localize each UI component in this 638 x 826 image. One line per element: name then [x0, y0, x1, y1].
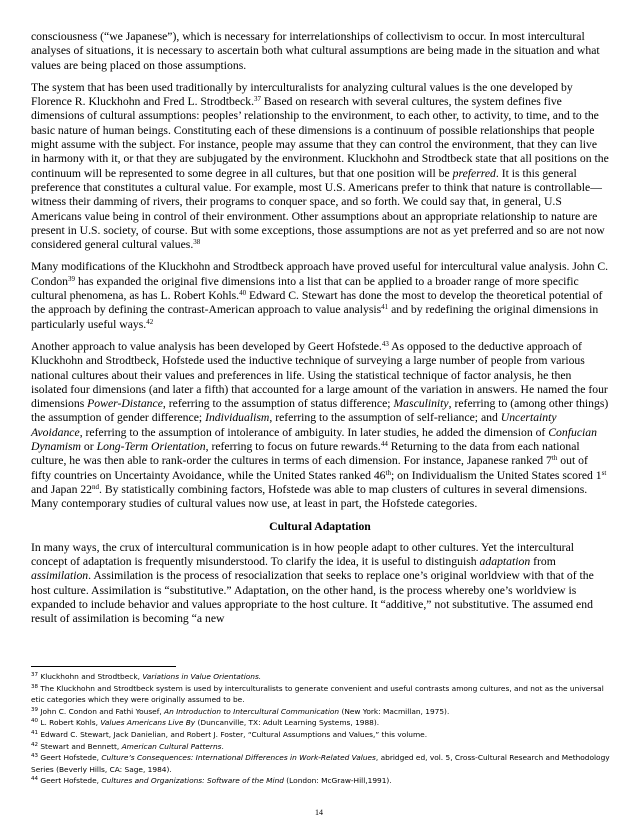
italic-text: adaptation — [479, 555, 531, 569]
footnote — [31, 752, 611, 775]
text-run: (London: McGraw-Hill,1991). — [283, 776, 392, 786]
text-run: . Assimilation is the process of resocialization that seeks to replace one’s original worldview with that of the host culture. Assimilation is “substitutive.” Adaptation, on the other hand, is the process whereby one’s worldview is expanded to include behavior and values appropriate to the host culture. It “additive,” not substitutive. The assumed end result of assimilation is becoming “a new — [31, 569, 594, 626]
footnote-ref: nd — [92, 482, 100, 491]
text-run: , referring to the assumption of self-reliance; and — [269, 411, 501, 425]
footnote-ref: 40 — [239, 289, 247, 298]
text-run: ; on Individualism the United States scored 1 — [390, 468, 602, 482]
italic-text: Individualism — [205, 411, 270, 425]
italic-text: Variations in Value Orientations. — [142, 672, 262, 681]
italic-text: Masculinity — [393, 397, 449, 411]
text-run: , referring to focus on future rewards. — [205, 440, 381, 454]
text-run: (Duncanville, TX: Adult Learning Systems, 1988). — [195, 718, 380, 728]
text-run: As opposed to the deductive approach of Kluckhohn and Strodtbeck, Hofstede used the inductive technique of surveying a large number of people from various national cultures about their values and preferences in life. Using the statistical technique of factor analysis, he then isolated four dimensions (and later a fifth) that accounted for a large amount of the variation in answers. He named the four dimensions — [31, 339, 608, 411]
text-run: . It is this general preference that constitutes a cultural value. For example, most U.S. Americans prefer to think that nature is controllable—witness their damming of rivers, their programs to conquer space, and so forth. We could say that, in general, U.S Americans value being in control of their environment. Other assumptions about an appropriate relationship to nature are present in U.S. society, of course. But with some exceptions, those assumptions are not as yet preferred and so are not now considered general cultural values. — [31, 166, 605, 252]
italic-text: Cultures and Organizations: Software of the Mind — [101, 776, 284, 786]
section-heading: Cultural Adaptation — [269, 519, 371, 533]
footnote-ref: 44 — [31, 776, 38, 783]
footnote-ref: 39 — [31, 706, 38, 713]
text-run: consciousness (“we Japanese”), which is necessary for interrelationships of collectivism to occur. In most intercultural analyses of situations, it is necessary to ascertain both what cultural assumptions are being made in the situation and what values are being placed on those assumptions. — [31, 30, 600, 72]
footnote-ref: 42 — [31, 741, 38, 748]
footnote-ref: 39 — [68, 274, 76, 283]
text-run: Edward C. Stewart, Jack Danielian, and Robert J. Foster, “Cultural Assumptions and Values,” this volume. — [38, 729, 428, 739]
text-run: has expanded the original five dimensions into a list that can be applied to a broader range of more specific cultural phenomena, as has L. Robert Kohls. — [31, 274, 579, 303]
text-run: or — [81, 440, 97, 454]
italic-text: Values Americans Live By — [100, 718, 196, 728]
italic-text: Confucian Dynamism — [31, 425, 597, 454]
footnote-ref: 44 — [380, 440, 388, 449]
text-run: Returning to the data from each national culture, he was then able to rank-order the cultures in terms of each dimension. For instance, Japanese ranked 7 — [31, 440, 580, 468]
text-run: Stewart and Bennett, — [38, 741, 122, 751]
paragraph — [31, 340, 609, 512]
text-run: , referring to (among other things) the assumption of gender difference; — [31, 397, 609, 425]
page-number: 14 — [315, 808, 323, 817]
text-run: out of fifty countries on Uncertainty Avoidance, while the United States ranked 46 — [31, 454, 588, 482]
italic-text: assimilation — [31, 569, 89, 583]
paragraph — [31, 30, 609, 73]
document-body — [31, 30, 609, 635]
body-text-section — [31, 30, 609, 512]
text-run: from — [530, 555, 556, 569]
footnote-ref: th — [385, 468, 391, 477]
italic-text: American Cultural Patterns — [121, 741, 222, 751]
text-run: (New York: Macmillan, 1975). — [339, 706, 450, 716]
text-run: Many modifications of the Kluckhohn and Strodtbeck approach have proved useful for intercultural value analysis. John C. Condon — [31, 260, 609, 288]
italic-text: Long-Term Orientation — [96, 440, 206, 454]
text-run: In many ways, the crux of intercultural communication is in how people adapt to other cultures. Yet the intercultural concept of adaptation is frequently misunderstood. To clarify the idea, it is useful to distinguish — [31, 540, 574, 569]
text-run: , abridged ed, vol. 5, Cross-Cultural Research and Methodology Series (Beverly Hills, CA: Sage, 1984). — [31, 753, 610, 774]
footnote — [31, 683, 611, 706]
paragraph — [31, 260, 609, 331]
text-run: , referring to the assumption of status difference; — [162, 397, 394, 411]
text-run: The Kluckhohn and Strodtbeck system is used by interculturalists to generate convenient and useful contrasts among cultures, and not as the universal etic categories which they were originally assumed to be. — [31, 683, 604, 705]
text-run: Edward C. Stewart has done the most to develop the theoretical potential of the approach by defining the contrast-American approach to value analysis — [31, 289, 603, 317]
footnote-ref: 38 — [31, 683, 38, 690]
text-run: Another approach to value analysis has been developed by Geert Hofstede. — [31, 339, 382, 353]
footnote-ref: st — [601, 468, 607, 477]
text-run: and Japan 22 — [31, 482, 93, 496]
footnote — [31, 775, 611, 787]
footnote-ref: 38 — [193, 238, 201, 247]
paragraph — [31, 81, 609, 253]
footnote — [31, 671, 611, 683]
footnote-ref: 42 — [146, 317, 154, 326]
text-run: . By statistically combining factors, Hofstede was able to map clusters of cultures in several dimensions. Many contemporary studies of cultural values now use, at least in part, the Hofstede categories. — [31, 482, 588, 511]
text-run: Based on research with several cultures, the system defines five dimensions of cultural assumptions: peoples’ relationship to the environment, to each other, to activity, to time, and to the basic nature of human beings. Constituting each of these dimensions is a continuum of possible relationships that people might assume with the subject. For instance, people may assume that they can control the environment, that they can live in harmony with it, or that they are subjugated by the environment. Kluckhohn and Strodtbeck state that all positions on the continuum will be represented to some degree in all cultures, but that one position will be — [31, 95, 609, 180]
text-run: . — [221, 741, 224, 751]
footnote-ref: 43 — [381, 339, 389, 348]
text-run: Geert Hofstede, — [38, 776, 102, 786]
text-run: The system that has been used traditionally by interculturalists for analyzing cultural values is the one developed by Florence R. Kluckhohn and Fred L. Strodtbeck. — [31, 80, 573, 109]
footnote-divider — [31, 666, 176, 667]
footnote — [31, 729, 611, 741]
text-run: , referring to the assumption of intolerance of ambiguity. In later studies, he added the dimension of — [79, 425, 549, 439]
text-run: L. Robert Kohls, — [38, 718, 101, 728]
footnote — [31, 717, 611, 729]
text-run: John C. Condon and Fathi Yousef, — [38, 706, 165, 716]
footnote — [31, 706, 611, 718]
footnote-ref: 43 — [31, 753, 38, 760]
italic-text: An Introduction to Intercultural Communication — [164, 706, 340, 716]
italic-text: Uncertainty Avoidance — [31, 411, 557, 439]
footnote-ref: 37 — [31, 672, 38, 678]
footnotes — [31, 671, 611, 787]
footnote-ref: 41 — [31, 729, 38, 736]
footnote-ref: th — [551, 454, 558, 463]
paragraph — [31, 541, 609, 627]
italic-text: Culture’s Consequences: International Differences in Work-Related Values — [101, 753, 376, 763]
footnote-ref: 40 — [31, 718, 38, 725]
text-run: Kluckhohn and Strodtbeck, — [38, 672, 143, 681]
footnote-ref: 41 — [381, 303, 389, 312]
text-run: and by redefining the original dimensions in particularly useful ways. — [31, 303, 599, 331]
body-text-section-after-heading — [31, 541, 609, 627]
text-run: Geert Hofstede, — [38, 753, 102, 763]
footnote — [31, 741, 611, 753]
italic-text: Power-Distance — [87, 397, 163, 411]
footnote-ref: 37 — [254, 95, 261, 104]
italic-text: preferred — [452, 166, 496, 180]
